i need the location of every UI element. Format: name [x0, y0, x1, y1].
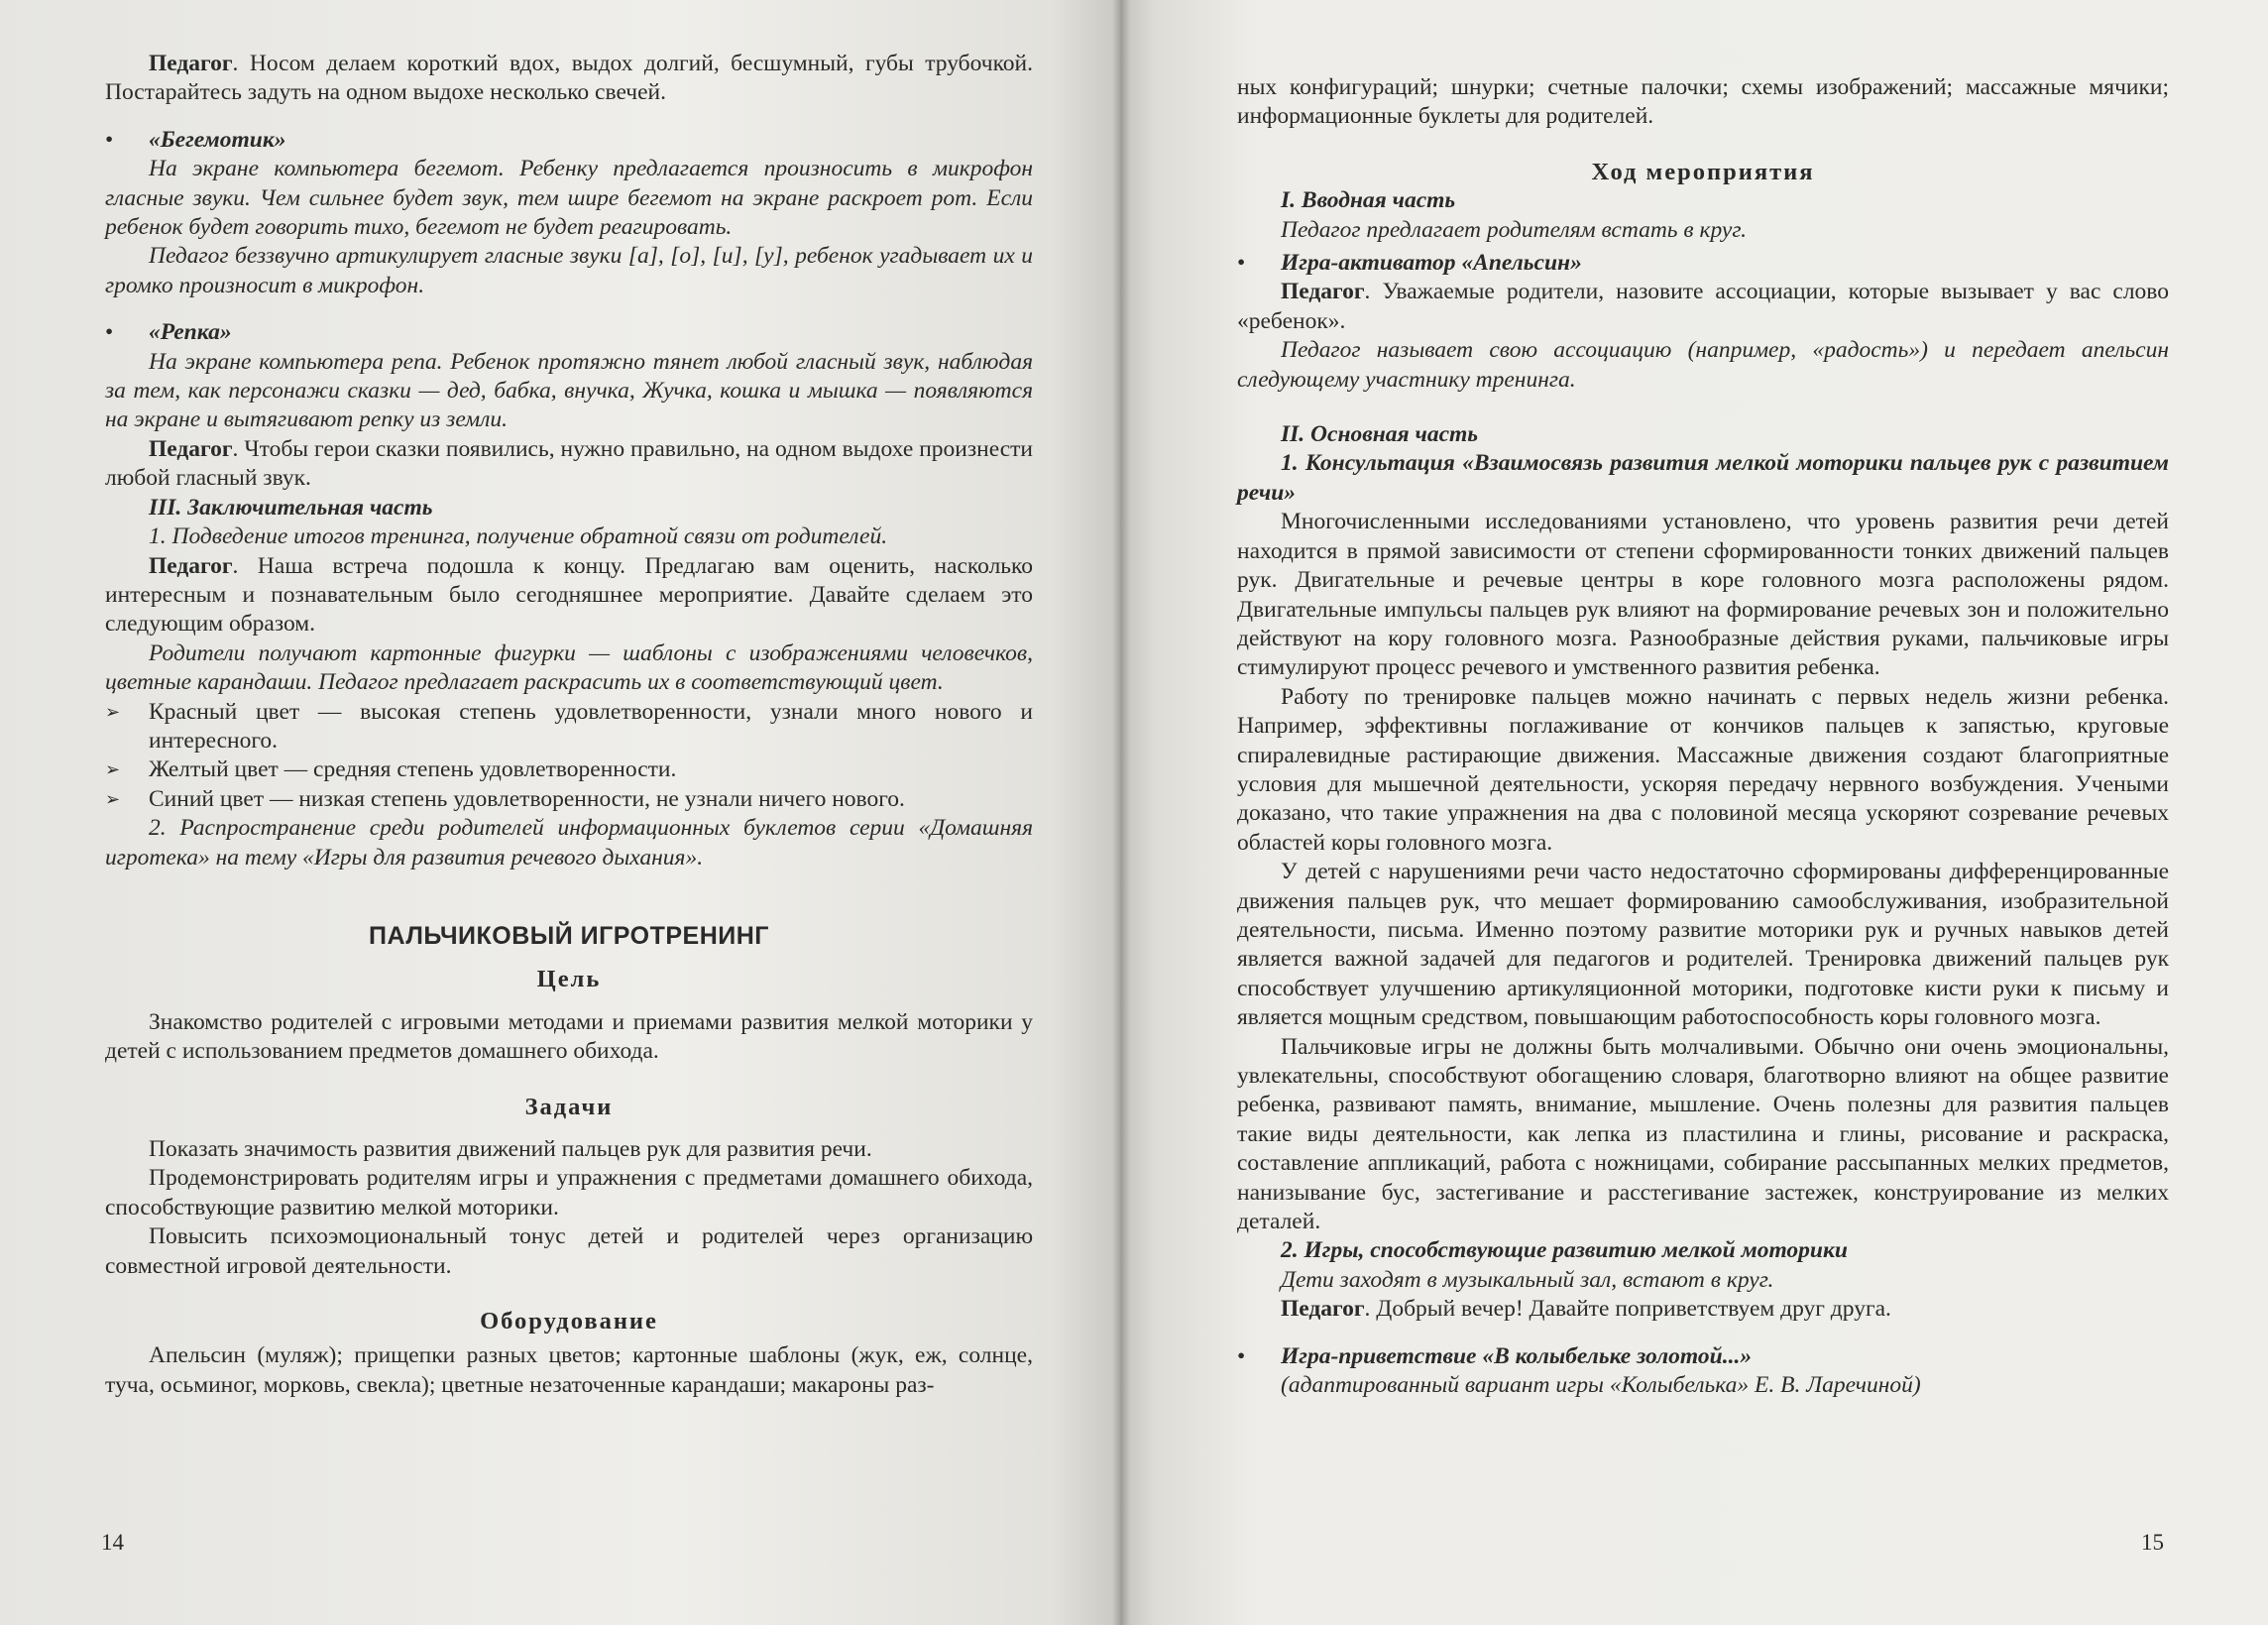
- greeting-game-subtitle: (адаптированный вариант игры «Колыбелька» Е. В. Ларечиной): [1281, 1372, 1921, 1399]
- course-heading: Ход мероприятия: [1591, 158, 1815, 185]
- game-repka-description: На экране компьютера репа. Ребенок протяжно тянет любой гласный звук, наблюдая за тем, как персонажи сказки — дед, бабка, внучка, Жучка, кошка и мышка — появляются на экране и вытягивают репку из земли.: [105, 348, 1033, 433]
- main-part-title: II. Основная часть: [1281, 421, 1479, 448]
- final-parents-note: Родители получают картонные фигурки — шаблоны с изображениями человечков, цветные карандаши. Педагог предлагает раскрасить их в соответствующий цвет.: [105, 639, 1033, 696]
- goal-heading: Цель: [536, 966, 602, 993]
- games-title: 2. Игры, способствующие развитию мелкой моторики: [1281, 1237, 1848, 1264]
- color-item: ➢ Красный цвет — высокая степень удовлетворенности, узнали много нового и интересного.: [105, 698, 1033, 754]
- consult-paragraph: Пальчиковые игры не должны быть молчаливыми. Обычно они очень эмоциональны, увлекательны, способствуют обогащению словаря, благотворно влияют на общее развитие ребенка, развивают память, внимание, мышление. Очень полезны для развития пальцев такие виды деятельности, как лепка из пластилина и глины, рисование и раскраска, составление аппликаций, работа с ножницами, собирание рассыпанных мелких предметов, нанизывание бус, застегивание и расстегивание застежек, конструирование из мелких деталей.: [1237, 1033, 2169, 1235]
- color-item: ➢ Синий цвет — низкая степень удовлетворенности, не узнали ничего нового.: [105, 785, 1033, 814]
- game-repka-instruction: Педагог. Чтобы герои сказки появились, нужно правильно, на одном выдохе произнести любой гласный звук.: [105, 435, 1033, 492]
- task-item: Показать значимость развития движений пальцев рук для развития речи.: [149, 1136, 872, 1162]
- final-part-title: III. Заключительная часть: [149, 494, 433, 521]
- left-text-column: [105, 50, 1033, 1400]
- task-item: Повысить психоэмоциональный тонус детей и родителей через организацию совместной игровой деятельности.: [105, 1223, 1033, 1279]
- book-spine-shadow: [1112, 0, 1130, 1625]
- breathing-instruction: Педагог. Носом делаем короткий вдох, выдох долгий, бесшумный, губы трубочкой. Постарайтесь задуть на одном выдохе несколько свечей.: [105, 51, 1033, 106]
- task-item: Продемонстрировать родителям игры и упражнения с предметами домашнего обихода, способствующие развитию мелкой моторики.: [105, 1165, 1033, 1220]
- goal-text: Знакомство родителей с игровыми методами и приемами развития мелкой моторики у детей с использованием предметов домашнего обихода.: [105, 1008, 1033, 1065]
- game-begemotik-title: • «Бегемотик»: [105, 126, 1033, 155]
- greeting-instruction: Педагог. Добрый вечер! Давайте поприветствуем друг друга.: [1281, 1296, 1891, 1323]
- arrow-bullet-icon: ➢: [105, 788, 121, 810]
- final-item-2: 2. Распространение среди родителей информационных буклетов серии «Домашняя игротека» на тему «Игры для развития речевого дыхания».: [105, 815, 1033, 871]
- game-begemotik-note: Педагог беззвучно артикулирует гласные звуки [а], [о], [и], [у], ребенок угадывает их и громко произносит в микрофон.: [105, 243, 1033, 298]
- equipment-heading: Оборудование: [480, 1308, 658, 1335]
- final-item-1: 1. Подведение итогов тренинга, получение обратной связи от родителей.: [149, 523, 888, 550]
- section-title: ПАЛЬЧИКОВЫЙ ИГРОТРЕНИНГ: [369, 921, 769, 950]
- game-begemotik-description: На экране компьютера бегемот. Ребенку предлагается произносить в микрофон гласные звуки. Чем сильнее будет звук, тем шире бегемот на экране раскроет рот. Если ребенок будет говорить тихо, бегемот не будет реагировать.: [105, 156, 1033, 241]
- consult-paragraph: Многочисленными исследованиями установлено, что уровень развития речи детей находится в прямой зависимости от степени сформированности тонких движений пальцев рук. Двигательные и речевые центры в коре головного мозга расположены рядом. Двигательные импульсы пальцев рук влияют на формирование речевых зон и положительно действуют на кору головного мозга. Разнообразные действия руками, пальчиковые игры стимулируют процесс речевого и умственного развития ребенка.: [1237, 509, 2169, 681]
- arrow-bullet-icon: ➢: [105, 759, 121, 781]
- tasks-heading: Задачи: [524, 1093, 614, 1120]
- greeting-game-title: • Игра-приветствие «В колыбельке золотой...»: [1237, 1342, 2169, 1371]
- left-page: [0, 0, 1120, 1625]
- color-item: ➢ Желтый цвет — средняя степень удовлетворенности.: [105, 755, 1033, 784]
- final-instruction: Педагог. Наша встреча подошла к концу. Предлагаю вам оценить, насколько интересным и познавательным было сегодняшнее мероприятие. Давайте сделаем это следующим образом.: [105, 552, 1033, 638]
- intro-text: Педагог предлагает родителям встать в круг.: [1281, 216, 1748, 243]
- game-orange-title: • Игра-активатор «Апельсин»: [1237, 249, 2169, 278]
- page-number-left: 14: [101, 1530, 124, 1555]
- consult-paragraph: Работу по тренировке пальцев можно начинать с первых недель жизни ребенка. Например, эффективны поглаживание от кончиков пальцев к запястью, круговые спиралевидные растирающие движения. Массажные движения создают благоприятные условия для мышечной деятельности, ускоряя передачу нервного возбуждения. Учеными доказано, что такие упражнения на два с половиной месяца ускоряют созревание речевых областей коры головного мозга.: [1237, 683, 2169, 856]
- game-repka-title: • «Репка»: [105, 318, 1033, 347]
- page-number-right: 15: [2141, 1530, 2164, 1555]
- equipment-continued: ных конфигураций; шнурки; счетные палочки; схемы изображений; массажные мячики; информационные буклеты для родителей.: [1237, 74, 2169, 130]
- consult-title: 1. Консультация «Взаимосвязь развития мелкой моторики пальцев рук с развитием речи»: [1237, 450, 2169, 506]
- intro-part-title: I. Вводная часть: [1281, 187, 1456, 214]
- equipment-text: Апельсин (муляж); прищепки разных цветов; картонные шаблоны (жук, еж, солнце, туча, осьминог, морковь, свекла); цветные незаточенные карандаши; макароны раз-: [105, 1342, 1033, 1398]
- orange-note: Педагог называет свою ассоциацию (например, «радость») и передает апельсин следующему участнику тренинга.: [1237, 337, 2169, 393]
- arrow-bullet-icon: ➢: [105, 701, 121, 723]
- pedagog-label: Педагог: [149, 51, 233, 76]
- right-text-column: [1237, 73, 2169, 1400]
- orange-instruction: Педагог. Уважаемые родители, назовите ассоциации, которые вызывает у вас слово «ребенок».: [1237, 279, 2169, 334]
- consult-paragraph: У детей с нарушениями речи часто недостаточно сформированы дифференцированные движения пальцев рук, что мешает формированию самообслуживания, изобразительной деятельности, письма. Именно поэтому развитие моторики рук и ручных навыков детей является важной задачей для педагогов и родителей. Тренировка движений пальцев рук способствует улучшению артикуляционной моторики, подготовке кисти руки к письму и является мощным средством, повышающим работоспособность коры головного мозга.: [1237, 859, 2169, 1031]
- right-page: [1120, 0, 2268, 1625]
- games-note: Дети заходят в музыкальный зал, встают в круг.: [1281, 1266, 1774, 1293]
